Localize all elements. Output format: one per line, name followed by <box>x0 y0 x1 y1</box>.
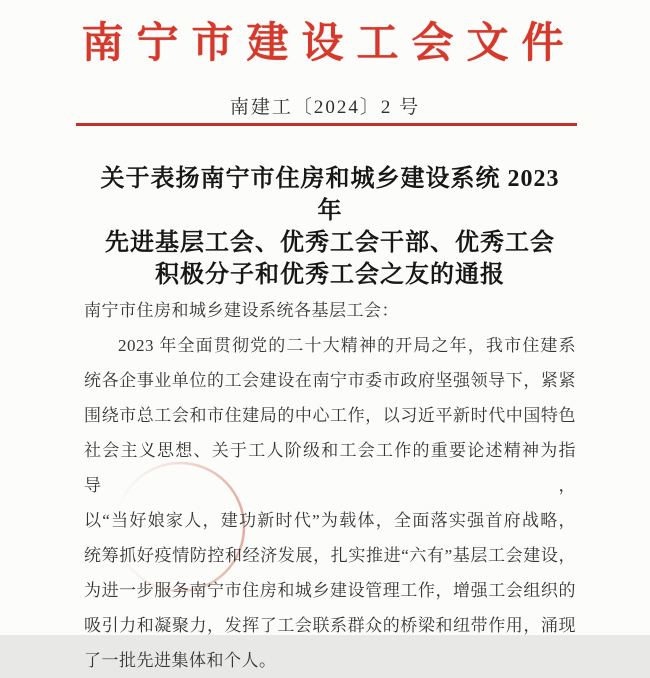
body-text-line: 了一批先进集体和个人。 <box>84 651 277 670</box>
document-title <box>85 163 575 291</box>
body-text-line: 统筹抓好疫情防控和经济发展，扎实推进“六有”基层工会建设， <box>84 546 576 565</box>
body-text-line: 2023 年全面贯彻党的二十大精神的开局之年，我市住建系 <box>118 336 576 355</box>
red-divider-line <box>76 123 577 126</box>
document-title-line: 先进基层工会、优秀工会干部、优秀工会 <box>105 230 555 256</box>
document-title-line: 关于表扬南宁市住房和城乡建设系统 2023 年 <box>100 166 560 224</box>
document-number: 南建工〔2024〕2 号 <box>229 97 421 118</box>
body-text-line: 围绕市总工会和市住建局的中心工作，以习近平新时代中国特色 <box>84 406 576 425</box>
letterhead-title: 南宁市建设工会文件 <box>81 21 577 67</box>
body-text-line: 吸引力和凝聚力，发挥了工会联系群众的桥梁和纽带作用，涌现 <box>84 616 576 635</box>
body-text-line: 以“当好娘家人，建功新时代”为载体，全面落实强首府战略， <box>84 511 576 530</box>
body-text-line: 社会主义思想、关于工人阶级和工会工作的重要论述精神为指导， <box>84 441 576 495</box>
salutation-line: 南宁市住房和城乡建设系统各基层工会： <box>84 301 399 320</box>
document-body <box>84 293 576 678</box>
document-title-line: 积极分子和优秀工会之友的通报 <box>155 262 505 288</box>
body-text-line: 为进一步服务南宁市住房和城乡建设管理工作，增强工会组织的 <box>84 581 576 600</box>
body-text-line: 统各企事业单位的工会建设在南宁市委市政府坚强领导下，紧紧 <box>84 371 576 390</box>
